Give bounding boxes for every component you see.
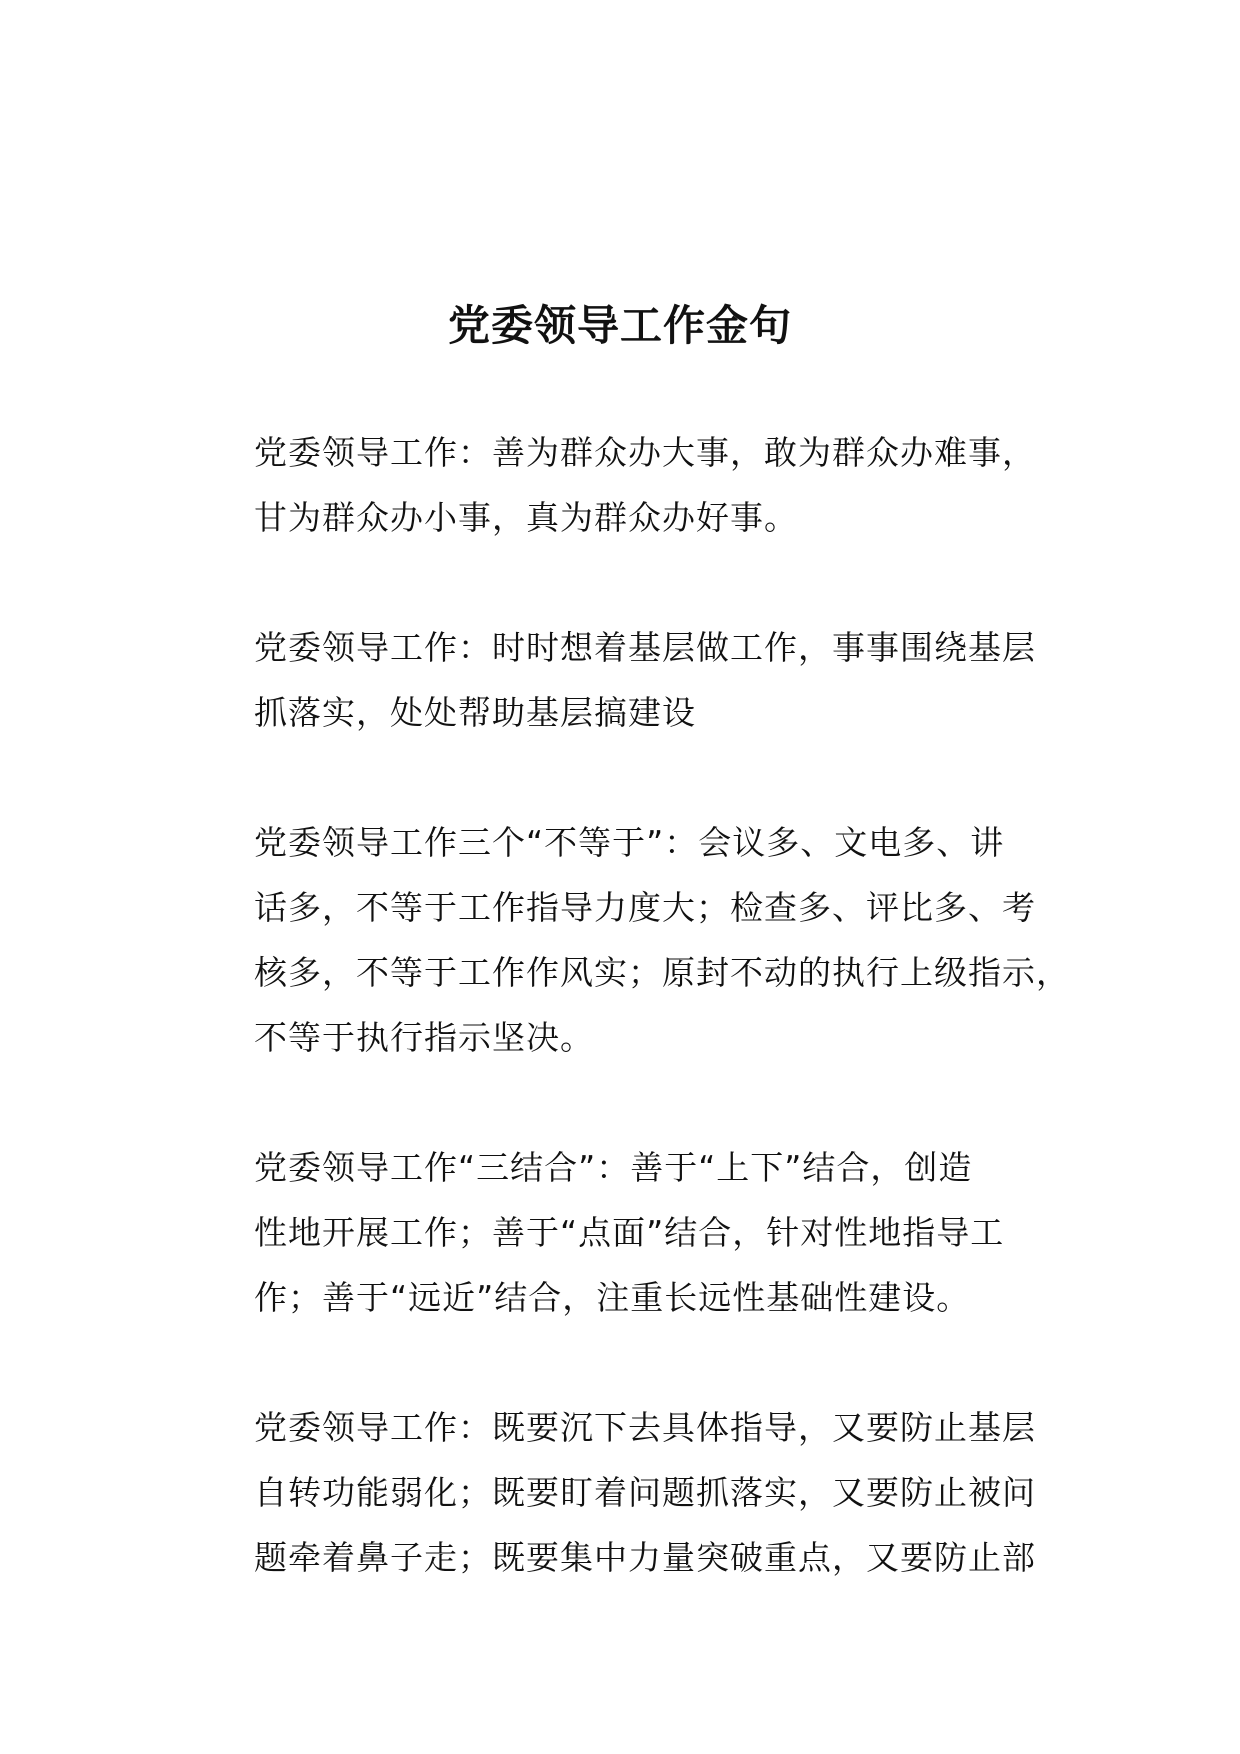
paragraph-line: 党委领导工作“三结合”：善于“上下”结合，创造 [254,1148,973,1187]
paragraph-line: 甘为群众办小事，真为群众办好事。 [254,498,798,537]
paragraph-3 [254,810,1094,1070]
paragraph-2 [254,615,1094,745]
paragraph-4 [254,1135,1094,1330]
paragraph-1 [254,420,1094,550]
paragraph-line: 核多，不等于工作作风实；原封不动的执行上级指示， [254,953,1070,992]
paragraph-line: 党委领导工作：时时想着基层做工作，事事围绕基层 [254,628,1036,667]
paragraph-line: 作；善于“远近”结合，注重长远性基础性建设。 [254,1278,971,1317]
paragraph-line: 党委领导工作：善为群众办大事，敢为群众办难事， [254,433,1036,472]
paragraph-line: 党委领导工作：既要沉下去具体指导，又要防止基层 [254,1408,1036,1447]
paragraph-line: 题牵着鼻子走；既要集中力量突破重点，又要防止部 [254,1538,1036,1577]
paragraph-line: 抓落实，处处帮助基层搞建设 [254,693,696,732]
paragraph-5 [254,1395,1094,1590]
paragraph-line: 自转功能弱化；既要盯着问题抓落实，又要防止被问 [254,1473,1036,1512]
paragraph-line: 不等于执行指示坚决。 [254,1018,594,1057]
document-body [254,420,1094,1655]
document-title: 党委领导工作金句 [447,301,792,350]
paragraph-line: 性地开展工作；善于“点面”结合，针对性地指导工 [254,1213,1005,1252]
paragraph-line: 话多，不等于工作指导力度大；检查多、评比多、考 [254,888,1036,927]
paragraph-line: 党委领导工作三个“不等于”：会议多、文电多、讲 [254,823,1005,862]
